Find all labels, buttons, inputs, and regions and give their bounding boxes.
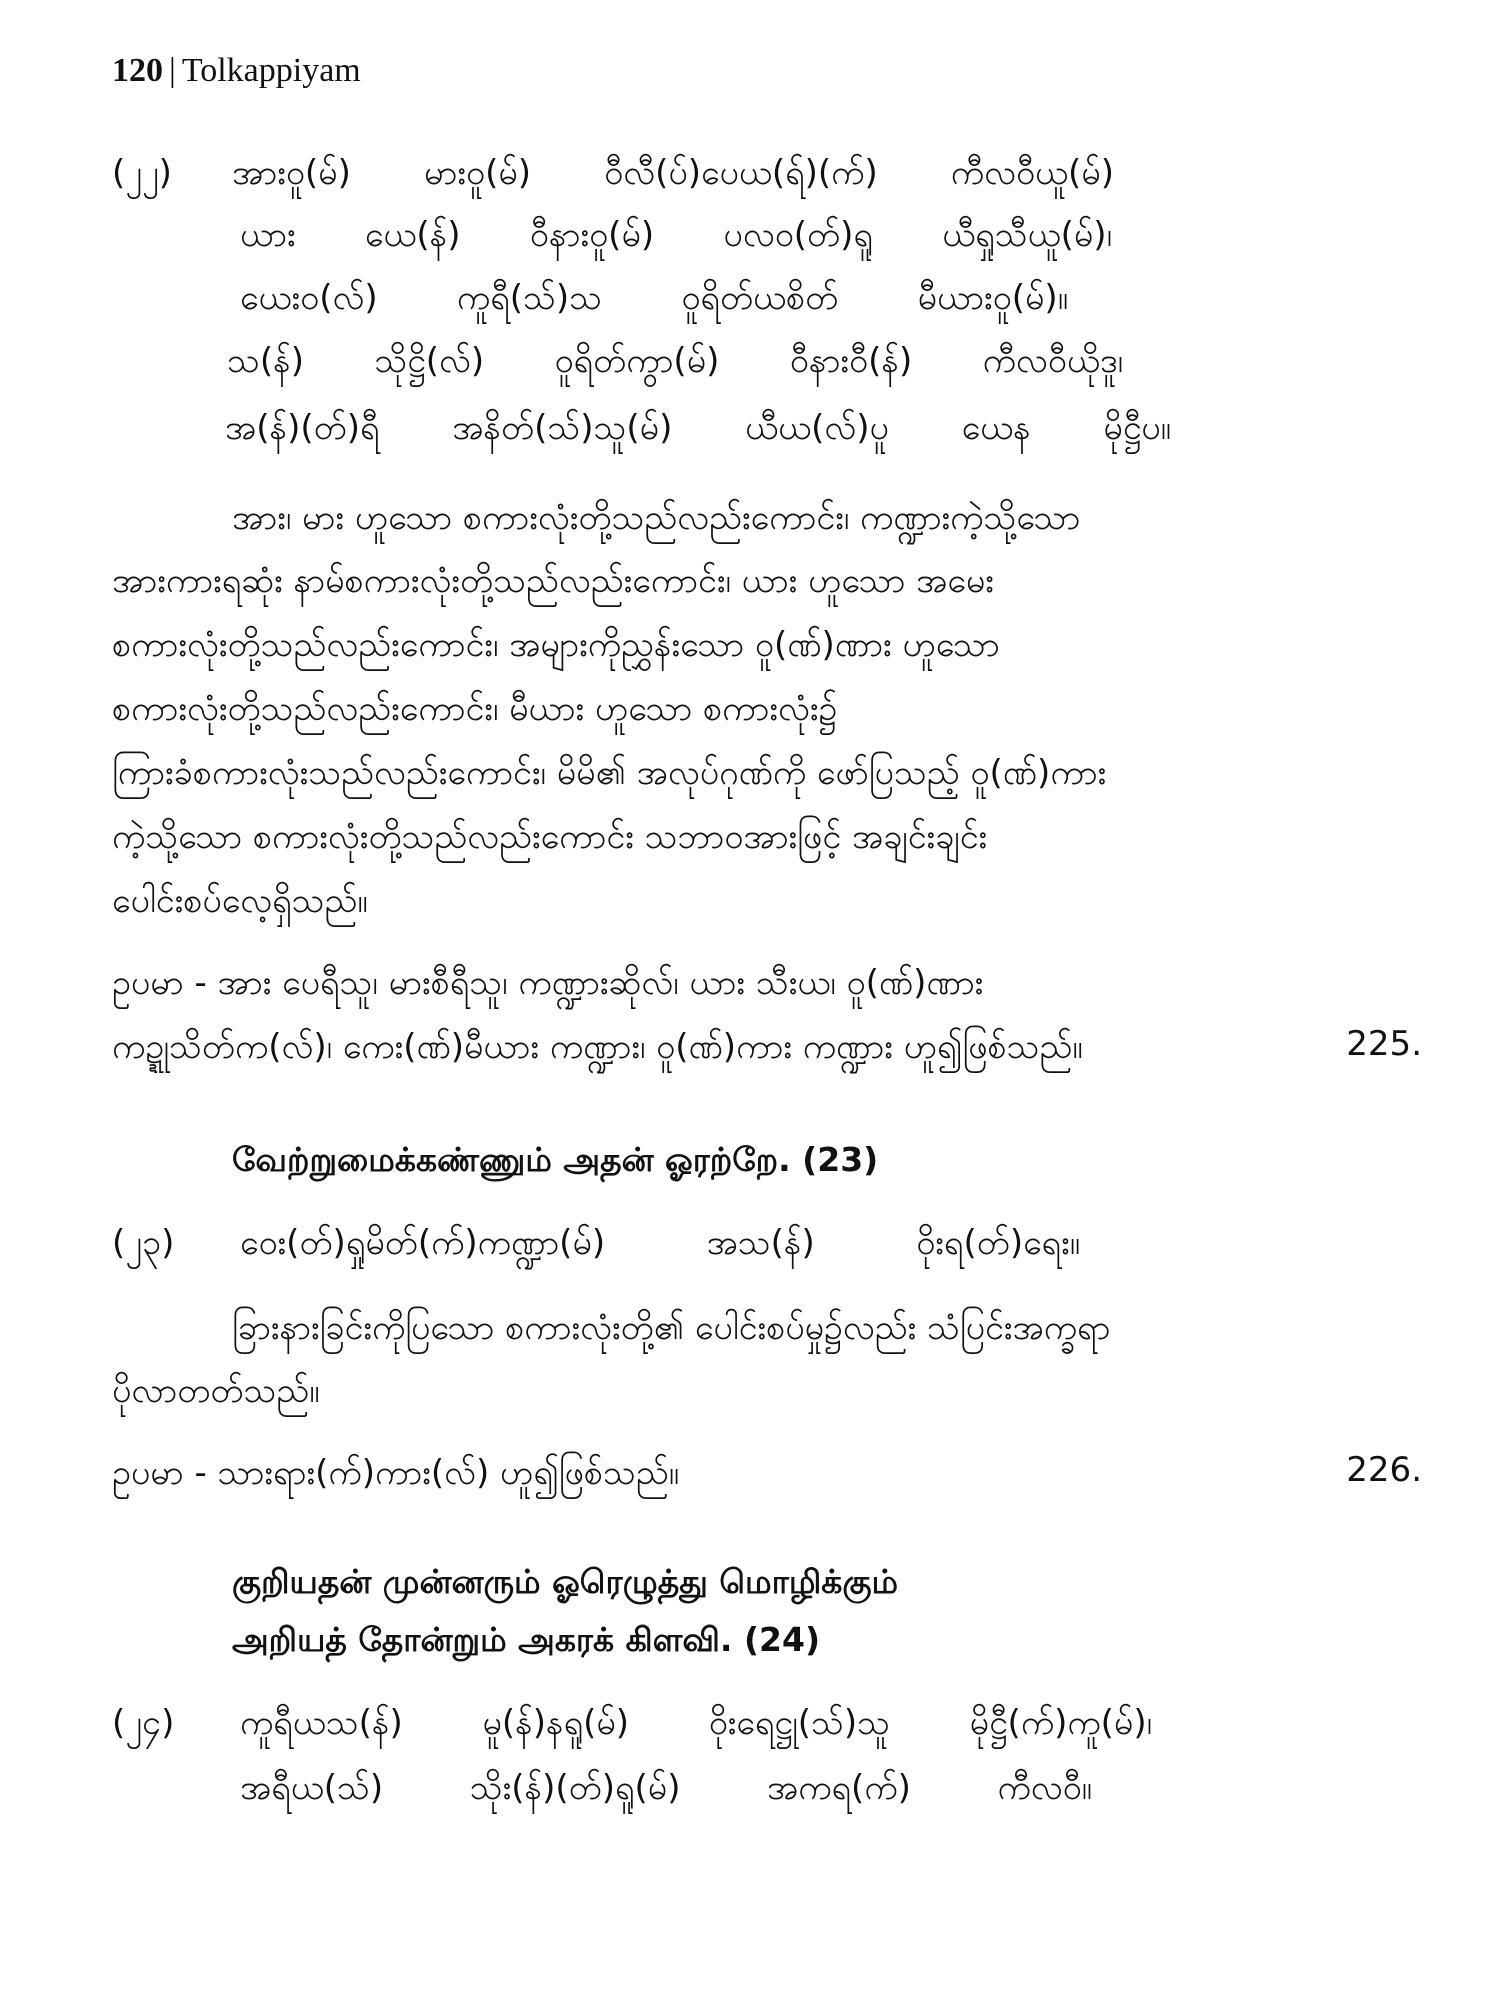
verse-word: မိုဋ္ဌီပ။ [1103,408,1171,448]
verse-23-label: (၂၃) [112,1223,175,1263]
verse-word: သိုး(န်)(တ်)ရူ(မ်) [469,1768,681,1808]
verse-word: ဝိုးရ(တ်)ရေး။ [916,1223,1080,1263]
commentary-line: ကဲ့သို့သော စကားလုံးတို့သည်လည်းကောင်း သဘာဝအားဖြင့် အချင်းချင်း [112,817,988,857]
verse-word: ယား [240,215,296,255]
verse-word: အရီယ(သ်) [240,1768,384,1808]
verse-word: ကူရီ(သ်)သ [456,278,602,318]
verse-word: အသ(န်) [706,1223,815,1263]
verse-word: ကီလဝီ။ [997,1768,1092,1808]
page-number: 120 [112,52,163,89]
verse-22-line-3 [240,275,1068,326]
example-number: 225. [1346,1024,1422,1064]
verse-word: ယီယ(လ်)ပူ [745,408,889,448]
commentary-line: အားကားရဆုံး နာမ်စကားလုံးတို့သည်လည်းကောင်း၊ ယား ဟူသော အမေး [112,561,994,601]
example-line: ကဍ္ဍုသိတ်က(လ်)၊ ကေး(ဏ်)မီယား ကဏ္ဍား၊ ဝူ(ဏ်)ကား ကဏ္ဍား ဟူ၍ဖြစ်သည်။ [112,1027,1083,1067]
verse-word: အနိတ်(သ်)သူ(မ်) [452,408,673,448]
verse-24-label: (၂၄) [112,1703,175,1743]
tamil-sutra: குறியதன் முன்னரும் ஓரெழுத்து மொழிக்கும் [232,1562,899,1601]
verse-word: ကူရီယသ(န်) [240,1703,403,1743]
verse-24-line-2 [240,1765,1092,1816]
book-title: Tolkappiyam [181,52,361,89]
commentary-line: ခြားနားခြင်းကိုပြသော စကားလုံးတို့၏ ပေါင်းစပ်မှု၌လည်း သံပြင်းအက္ခရာ [232,1308,1111,1348]
verse-word: ပလဝ(တ်)ရူ [723,215,873,255]
verse-word: ယေးဝ(လ်) [240,278,378,318]
commentary-line: အား၊ မား ဟူသော စကားလုံးတို့သည်လည်းကောင်း၊ ကဏ္ဍားကဲ့သို့သော [232,498,1081,538]
verse-word: မူ(န်)နရူ(မ်) [482,1703,630,1743]
verse-24-line-1 [240,1700,1152,1751]
verse-word: ယေန [961,408,1031,448]
verse-word: မားဝူ(မ်) [423,153,532,193]
page-header [112,52,361,90]
verse-word: အ(န်)(တ်)ရီ [225,408,380,448]
tamil-sutra: அறியத் தோன்றும் அகரக் கிளவி. (24) [232,1620,821,1659]
verse-word: ဝူရိတ်ယစိတ် [681,278,839,318]
tamil-sutra: வேற்றுமைக்கண்ணும் அதன் ஓரற்றே. (23) [232,1140,879,1179]
header-separator: | [169,52,176,89]
example-number: 226. [1346,1450,1422,1490]
verse-word: သိုဋ္ဌိ(လ်) [374,341,485,381]
verse-word: ကီလဝီယိုဒူ၊ [982,341,1123,381]
verse-word: မီယားဝူ(မ်)။ [917,278,1068,318]
verse-word: သ(န်) [227,341,304,381]
verse-word: ယီရှုသီယူ(မ်)၊ [942,215,1112,255]
commentary-line: စကားလုံးတို့သည်လည်းကောင်း၊ အများကိုညွှန်းသော ဝူ(ဏ်)ဏား ဟူသော [112,625,1000,665]
verse-23-line-1 [240,1220,1080,1271]
verse-22-label: (၂၂) [112,153,172,193]
verse-word: ဝီလီ(ပ်)ပေယ(ရ်)(က်) [604,153,878,193]
verse-word: အားဝူ(မ်) [232,153,351,193]
verse-word: အကရ(က်) [767,1768,911,1808]
commentary-line: စကားလုံးတို့သည်လည်းကောင်း၊ မီယား ဟူသော စကားလုံး၌ [112,689,838,729]
verse-22-line-1 [232,150,1114,201]
example-line: ဥပမာ - အား ပေရီသူ၊ မားစီရီသူ၊ ကဏ္ဍားဆိုလ်၊ ယား သီးယ၊ ဝူ(ဏ်)ဏား [112,963,984,1003]
verse-word: ဝူရိတ်ကွာ(မ်) [554,341,720,381]
verse-22-line-4 [227,338,1123,389]
commentary-line: ကြားခံစကားလုံးသည်လည်းကောင်း၊ မိမိ၏ အလုပ်ဂုဏ်ကို ဖော်ပြသည့် ဝူ(ဏ်)ကား [112,753,1107,793]
verse-word: ဝိုးရေဋ္ဌု(သ်)သူ [708,1703,891,1743]
verse-word: ယေ(န်) [364,215,461,255]
verse-word: ဝီနားဝူ(မ်) [529,215,655,255]
verse-word: ဝီနားဝီ(န်) [789,341,913,381]
verse-22-line-5 [225,405,1171,456]
verse-word: ကီလဝီယူ(မ်) [950,153,1114,193]
verse-word: မိုဋ္ဌီ(က်)ကူ(မ်)၊ [969,1703,1152,1743]
commentary-line: ပေါင်းစပ်လေ့ရှိသည်။ [112,881,368,921]
verse-22-line-2 [240,212,1112,263]
example-line: ဥပမာ - သားရား(က်)ကား(လ်) ဟူ၍ဖြစ်သည်။ [112,1453,680,1493]
commentary-line: ပိုလာတတ်သည်။ [112,1371,320,1411]
verse-word: ဝေး(တ်)ရှုမိတ်(က်)ကဏ္ဍာ(မ်) [240,1223,606,1263]
